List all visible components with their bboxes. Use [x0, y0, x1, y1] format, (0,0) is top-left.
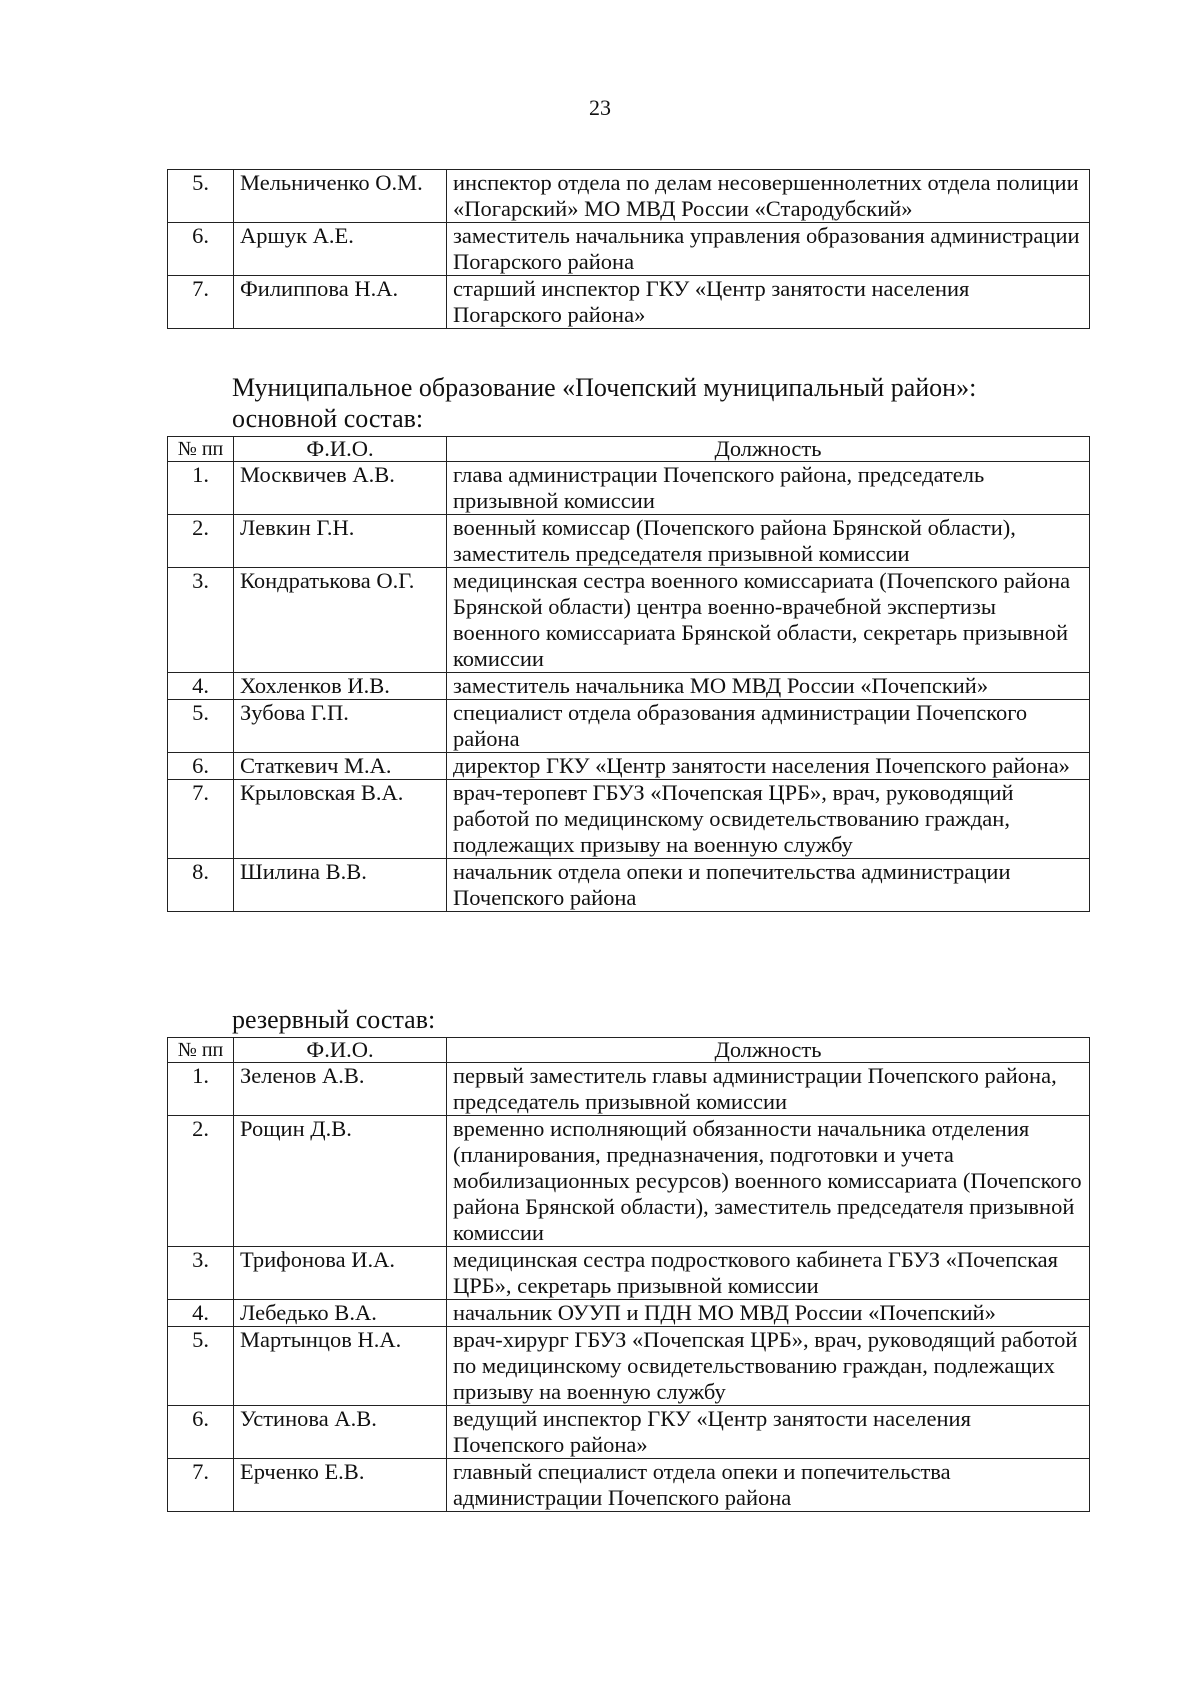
person-position: начальник отдела опеки и попечительства администрации Почепского района [447, 859, 1090, 912]
table-row [168, 753, 1090, 780]
table-row [168, 1459, 1090, 1512]
reserve-composition-table [167, 1037, 1090, 1512]
table-row [168, 1327, 1090, 1406]
table-row [168, 1300, 1090, 1327]
row-number: 3. [168, 568, 234, 673]
column-header-name: Ф.И.О. [234, 1038, 447, 1063]
person-name: Рощин Д.В. [234, 1116, 447, 1247]
table-row [168, 170, 1090, 223]
person-position: глава администрации Почепского района, председатель призывной комиссии [447, 462, 1090, 515]
table-row [168, 1406, 1090, 1459]
person-position: военный комиссар (Почепского района Брянской области), заместитель председателя призывной комиссии [447, 515, 1090, 568]
table-row [168, 673, 1090, 700]
table-row [168, 223, 1090, 276]
person-name: Левкин Г.Н. [234, 515, 447, 568]
person-position: врач-теропевт ГБУЗ «Почепская ЦРБ», врач, руководящий работой по медицинскому освидетельствованию граждан, подлежащих призыву на военную службу [447, 780, 1090, 859]
table-row [168, 1063, 1090, 1116]
person-position: заместитель начальника управления образования администрации Погарского района [447, 223, 1090, 276]
row-number: 5. [168, 170, 234, 223]
continuation-table [167, 169, 1090, 329]
person-position: заместитель начальника МО МВД России «Почепский» [447, 673, 1090, 700]
person-name: Мартынцов Н.А. [234, 1327, 447, 1406]
person-name: Зубова Г.П. [234, 700, 447, 753]
table-row [168, 1116, 1090, 1247]
person-name: Аршук А.Е. [234, 223, 447, 276]
column-header-name: Ф.И.О. [234, 437, 447, 462]
person-name: Кондратькова О.Г. [234, 568, 447, 673]
table-row [168, 859, 1090, 912]
row-number: 2. [168, 515, 234, 568]
person-position: инспектор отдела по делам несовершеннолетних отдела полиции «Погарский» МО МВД России «Стародубский» [447, 170, 1090, 223]
table-row [168, 462, 1090, 515]
page-number: 23 [589, 95, 611, 120]
person-position: врач-хирург ГБУЗ «Почепская ЦРБ», врач, руководящий работой по медицинскому освидетельствованию граждан, подлежащих призыву на военную службу [447, 1327, 1090, 1406]
main-composition-table [167, 436, 1090, 912]
person-name: Хохленков И.В. [234, 673, 447, 700]
table-row [168, 515, 1090, 568]
row-number: 8. [168, 859, 234, 912]
person-name: Устинова А.В. [234, 1406, 447, 1459]
person-name: Трифонова И.А. [234, 1247, 447, 1300]
row-number: 3. [168, 1247, 234, 1300]
row-number: 6. [168, 1406, 234, 1459]
person-name: Ерченко Е.В. [234, 1459, 447, 1512]
column-header-position: Должность [447, 1038, 1090, 1063]
row-number: 4. [168, 673, 234, 700]
row-number: 5. [168, 1327, 234, 1406]
row-number: 7. [168, 780, 234, 859]
person-name: Статкевич М.А. [234, 753, 447, 780]
table-row [168, 1247, 1090, 1300]
person-position: главный специалист отдела опеки и попечительства администрации Почепского района [447, 1459, 1090, 1512]
table-row [168, 700, 1090, 753]
person-position: медицинская сестра подросткового кабинета ГБУЗ «Почепская ЦРБ», секретарь призывной комиссии [447, 1247, 1090, 1300]
column-header-position: Должность [447, 437, 1090, 462]
row-number: 1. [168, 1063, 234, 1116]
person-name: Зеленов А.В. [234, 1063, 447, 1116]
row-number: 5. [168, 700, 234, 753]
person-position: первый заместитель главы администрации Почепского района, председатель призывной комиссии [447, 1063, 1090, 1116]
column-header-number: № пп [168, 437, 234, 462]
row-number: 4. [168, 1300, 234, 1327]
column-header-number: № пп [168, 1038, 234, 1063]
person-position: начальник ОУУП и ПДН МО МВД России «Почепский» [447, 1300, 1090, 1327]
person-name: Шилина В.В. [234, 859, 447, 912]
section-heading-municipality: Муниципальное образование «Почепский муниципальный район»: [232, 373, 977, 402]
person-position: временно исполняющий обязанности начальника отделения (планирования, предназначения, подготовки и учета мобилизационных ресурсов) военного комиссариата (Почепского района Брянской области), заместитель председателя призывной комиссии [447, 1116, 1090, 1247]
person-position: директор ГКУ «Центр занятости населения Почепского района» [447, 753, 1090, 780]
row-number: 7. [168, 1459, 234, 1512]
person-name: Лебедько В.А. [234, 1300, 447, 1327]
section-heading-reserve: резервный состав: [232, 1005, 436, 1034]
table-row [168, 276, 1090, 329]
table-row [168, 568, 1090, 673]
section-heading-main: основной состав: [232, 404, 424, 433]
person-name: Москвичев А.В. [234, 462, 447, 515]
person-name: Филиппова Н.А. [234, 276, 447, 329]
person-position: ведущий инспектор ГКУ «Центр занятости населения Почепского района» [447, 1406, 1090, 1459]
table-row [168, 780, 1090, 859]
row-number: 2. [168, 1116, 234, 1247]
person-position: специалист отдела образования администрации Почепского района [447, 700, 1090, 753]
row-number: 1. [168, 462, 234, 515]
table-header-row [168, 437, 1090, 462]
person-name: Мельниченко О.М. [234, 170, 447, 223]
row-number: 7. [168, 276, 234, 329]
person-position: старший инспектор ГКУ «Центр занятости населения Погарского района» [447, 276, 1090, 329]
row-number: 6. [168, 223, 234, 276]
person-position: медицинская сестра военного комиссариата (Почепского района Брянской области) центра военно-врачебной экспертизы военного комиссариата Брянской области, секретарь призывной комиссии [447, 568, 1090, 673]
person-name: Крыловская В.А. [234, 780, 447, 859]
table-header-row [168, 1038, 1090, 1063]
row-number: 6. [168, 753, 234, 780]
